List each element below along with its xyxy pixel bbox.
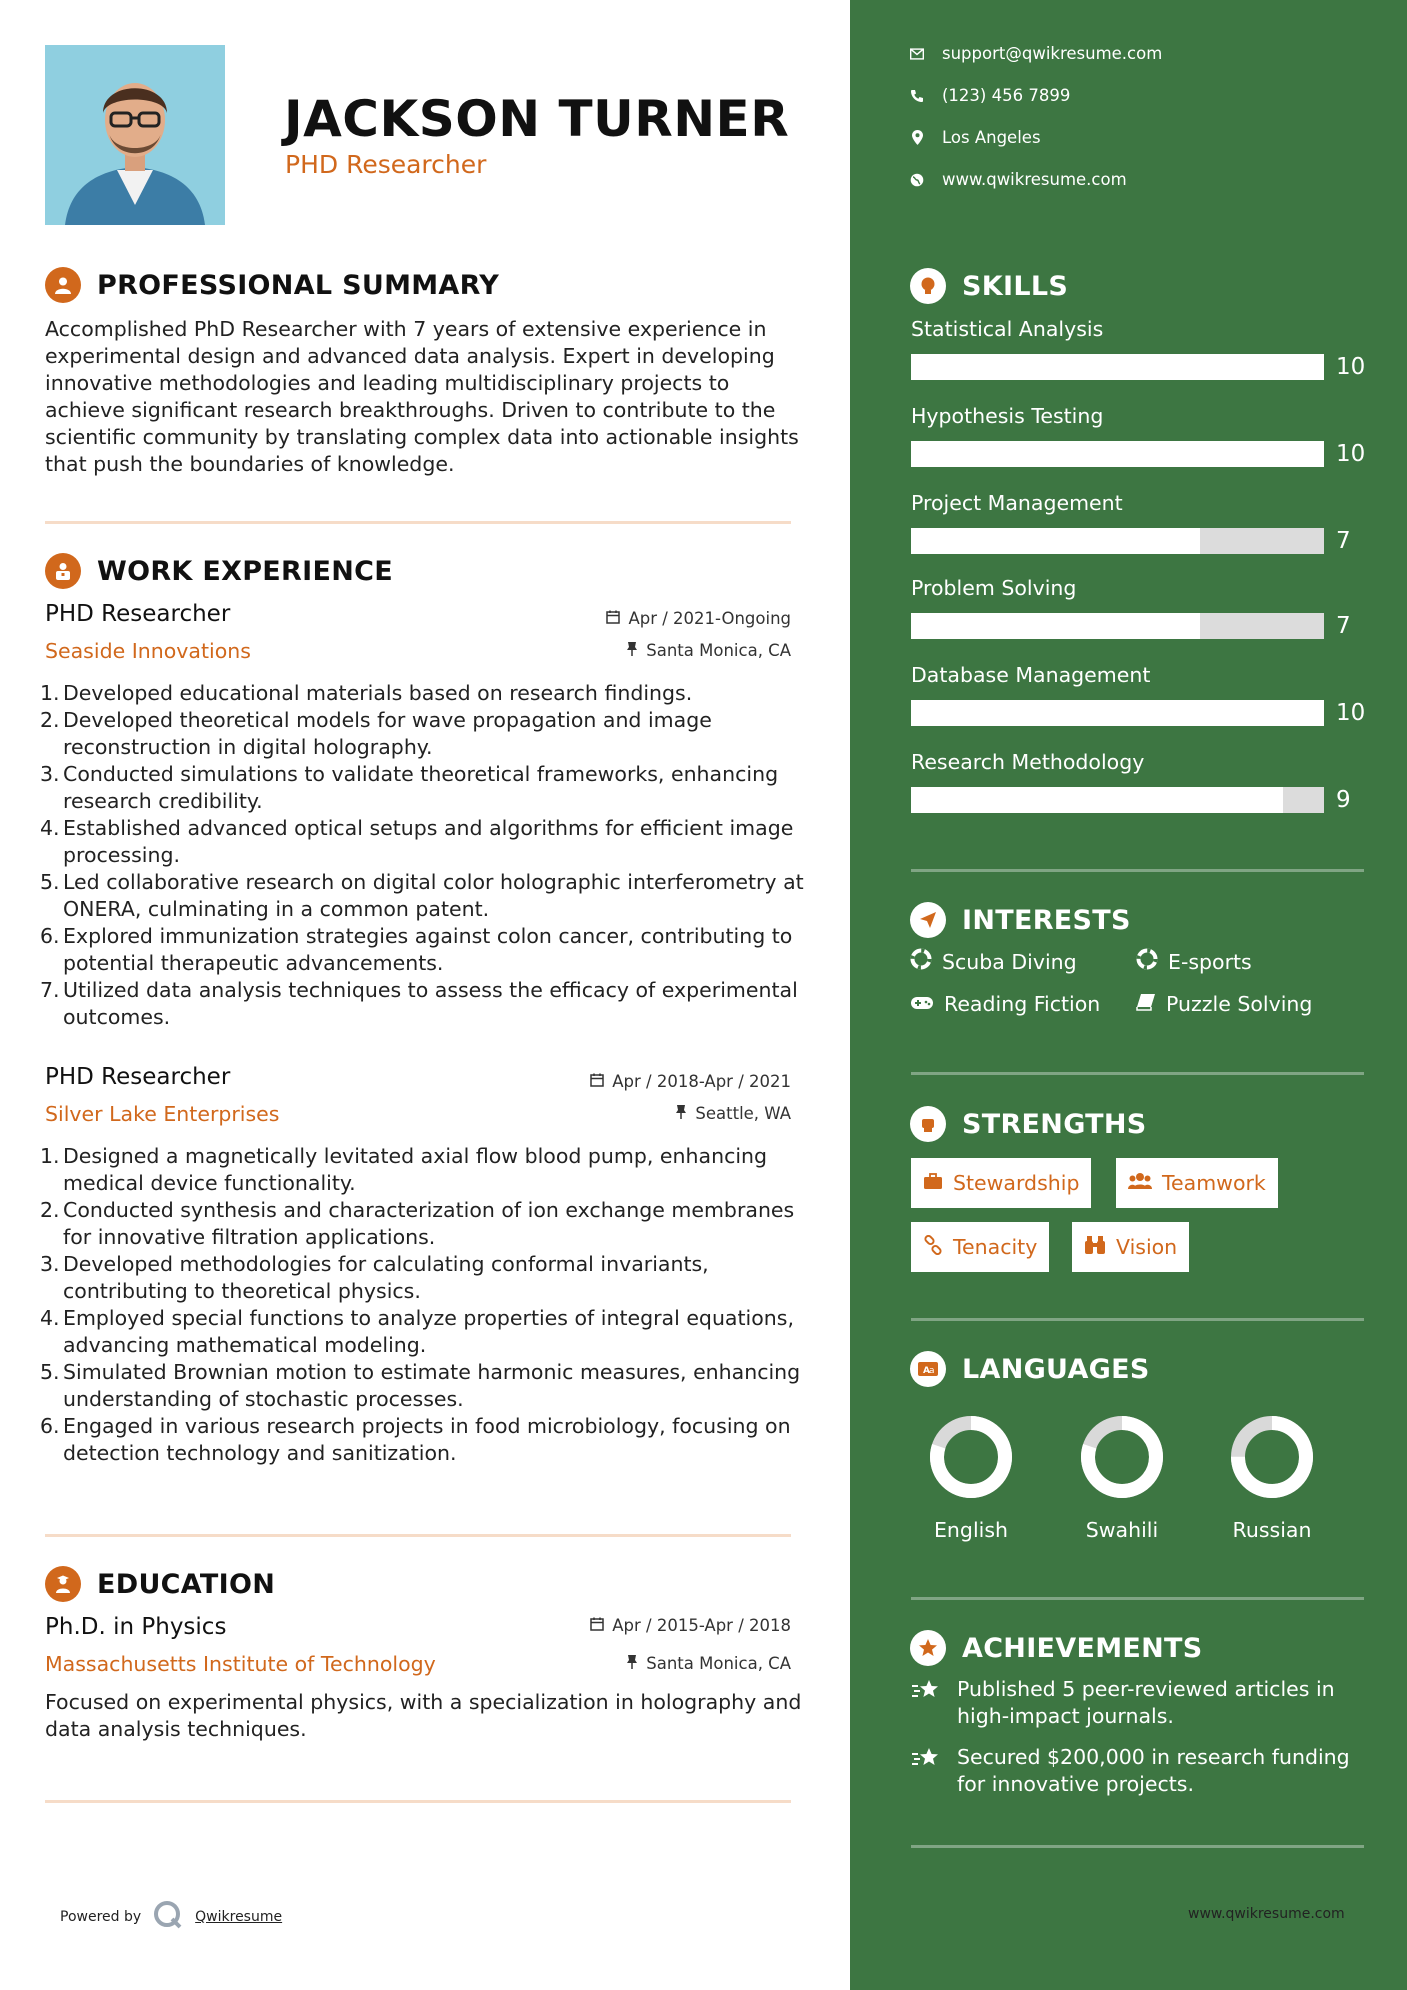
list-item: 3. Conducted simulations to validate theoretical frameworks, enhancing research credibility. [40, 762, 779, 813]
strengths-heading [910, 1106, 1147, 1142]
language-item [1077, 1412, 1167, 1542]
skill-label: Hypothesis Testing [911, 404, 1104, 428]
skill-label: Problem Solving [911, 576, 1077, 600]
school: Massachusetts Institute of Technology [45, 1652, 436, 1676]
job-title: PHD Researcher [45, 1064, 231, 1090]
lightbulb-icon [910, 268, 946, 304]
location-text: Los Angeles [942, 128, 1041, 147]
star-icon [911, 1744, 941, 1798]
job-dates-text: Apr / 2021-Ongoing [628, 609, 791, 628]
list-item: 1. Developed educational materials based on research findings. [40, 681, 693, 705]
pushpin-icon [675, 1104, 687, 1123]
list-item: 7. Utilized data analysis techniques to assess the efficacy of experimental outcomes. [40, 978, 798, 1029]
skill-label: Project Management [911, 491, 1123, 515]
link-icon [923, 1235, 943, 1260]
list-item: 3. Developed methodologies for calculating conformal invariants, contributing to theoretical physics. [40, 1252, 709, 1303]
interest-label: Scuba Diving [942, 949, 1077, 974]
divider [45, 1800, 791, 1803]
work-title: WORK EXPERIENCE [97, 555, 393, 587]
achievement-item [911, 1744, 1371, 1798]
interests-heading [910, 902, 1131, 938]
list-item: 5. Simulated Brownian motion to estimate harmonic measures, enhancing understanding of stochastic processes. [40, 1360, 801, 1411]
contact-website[interactable] [910, 170, 1127, 189]
book-icon [1136, 992, 1156, 1016]
summary-heading [45, 267, 499, 303]
interest-label: Reading Fiction [944, 992, 1101, 1016]
phone-text: (123) 456 7899 [942, 86, 1071, 105]
list-item: 5. Led collaborative research on digital color holographic interferometry at ONERA, culminating in a common patent. [40, 870, 804, 921]
interests-title: INTERESTS [962, 904, 1131, 936]
job-bullets [40, 1143, 810, 1467]
svg-text:a: a [929, 1366, 935, 1376]
calendar-icon [590, 1072, 604, 1091]
divider [911, 1845, 1364, 1848]
list-item: 2. Developed theoretical models for wave propagation and image reconstruction in digital holography. [40, 708, 712, 759]
skill-bar [911, 787, 1324, 813]
job-location [675, 1104, 791, 1123]
strength-chip [911, 1158, 1091, 1208]
job-dates [590, 1072, 791, 1091]
map-pin-icon [910, 130, 924, 145]
job-bullets [40, 680, 810, 1031]
job-dates-text: Apr / 2018-Apr / 2021 [612, 1072, 791, 1091]
fist-icon [910, 1106, 946, 1142]
strength-label: Tenacity [953, 1235, 1038, 1259]
achievements-heading [910, 1630, 1203, 1666]
skill-label: Statistical Analysis [911, 317, 1104, 341]
language-donut [926, 1412, 1016, 1502]
education-heading [45, 1566, 275, 1602]
envelope-icon [910, 48, 924, 60]
job-location [626, 641, 791, 660]
language-name: Swahili [1085, 1518, 1159, 1542]
achievements-title: ACHIEVEMENTS [962, 1632, 1203, 1664]
skill-value: 10 [1336, 441, 1366, 467]
summary-title: PROFESSIONAL SUMMARY [97, 269, 500, 301]
skill-value: 7 [1336, 613, 1351, 639]
candidate-name: JACKSON TURNER [284, 90, 790, 148]
powered-by [60, 1900, 282, 1934]
skill-bar [911, 700, 1324, 726]
life-ring-icon [1136, 948, 1158, 975]
website-text: www.qwikresume.com [942, 170, 1127, 189]
language-icon [910, 1351, 946, 1387]
calendar-icon [590, 1616, 604, 1635]
star-badge-icon [910, 1630, 946, 1666]
paper-plane-icon [910, 902, 946, 938]
language-name: Russian [1232, 1518, 1312, 1542]
achievement-text: Secured $200,000 in research funding for innovative projects. [957, 1745, 1350, 1796]
language-name: English [933, 1518, 1009, 1542]
strength-chip [1116, 1158, 1278, 1208]
divider [911, 869, 1364, 872]
strength-label: Stewardship [953, 1171, 1080, 1195]
divider [911, 1597, 1364, 1600]
contact-location [910, 128, 1041, 147]
list-item: 6. Explored immunization strategies against colon cancer, contributing to potential therapeutic advancements. [40, 924, 793, 975]
language-donut [1227, 1412, 1317, 1502]
language-item [1227, 1412, 1317, 1542]
globe-icon [910, 173, 924, 187]
divider [911, 1318, 1364, 1321]
strength-label: Teamwork [1162, 1171, 1266, 1195]
skill-value: 10 [1336, 700, 1366, 726]
skill-label: Database Management [911, 663, 1151, 687]
interest-item [1136, 992, 1312, 1016]
contact-email[interactable] [910, 44, 1162, 63]
skill-label: Research Methodology [911, 750, 1145, 774]
calendar-icon [606, 609, 620, 628]
strength-label: Vision [1116, 1235, 1178, 1259]
candidate-title: PHD Researcher [285, 150, 487, 179]
skill-bar [911, 354, 1324, 380]
skill-bar-fill [911, 700, 1324, 726]
education-title: EDUCATION [97, 1568, 276, 1600]
briefcase-user-icon [45, 553, 81, 589]
pushpin-icon [626, 1654, 638, 1673]
languages-title: LANGUAGES [962, 1353, 1150, 1385]
svg-text:A: A [923, 1366, 930, 1376]
life-ring-icon [910, 948, 932, 975]
divider [911, 1072, 1364, 1075]
achievement-item [911, 1676, 1371, 1730]
skill-bar-fill [911, 787, 1283, 813]
skill-bar-fill [911, 441, 1324, 467]
skill-value: 9 [1336, 787, 1351, 813]
divider [45, 521, 791, 524]
list-item: 6. Engaged in various research projects in food microbiology, focusing on detection technology and sanitization. [40, 1414, 791, 1465]
gamepad-icon [910, 992, 934, 1016]
job-location-text: Seattle, WA [695, 1104, 791, 1123]
language-donut [1077, 1412, 1167, 1502]
skill-bar [911, 528, 1324, 554]
skill-bar-fill [911, 528, 1200, 554]
star-icon [911, 1676, 941, 1730]
achievement-text: Published 5 peer-reviewed articles in high-impact journals. [957, 1677, 1335, 1728]
brand-link[interactable]: Qwikresume [195, 1909, 283, 1925]
skills-title: SKILLS [962, 270, 1069, 302]
skill-bar-fill [911, 613, 1200, 639]
strengths-title: STRENGTHS [962, 1108, 1147, 1140]
job-dates [606, 609, 791, 628]
user-icon [45, 267, 81, 303]
graduation-icon [45, 1566, 81, 1602]
interest-item [910, 992, 1100, 1016]
skill-bar-fill [911, 354, 1324, 380]
education-dates-text: Apr / 2015-Apr / 2018 [612, 1616, 791, 1635]
work-heading [45, 553, 393, 589]
pushpin-icon [626, 641, 638, 660]
skills-heading [910, 268, 1068, 304]
education-dates [590, 1616, 791, 1635]
interest-item [910, 948, 1077, 975]
strength-chip [911, 1222, 1049, 1272]
list-item: 1. Designed a magnetically levitated axial flow blood pump, enhancing medical device functionality. [40, 1144, 768, 1195]
list-item: 4. Established advanced optical setups and algorithms for efficient image processing. [40, 816, 794, 867]
summary-text: Accomplished PhD Researcher with 7 years of extensive experience in experimental design and advanced data analysis. Expert in developing innovative methodologies and leading multidisciplinary projects to achieve significant research breakthroughs. Driven to contribute to the scientific community by translating complex data into actionable insights that push the boundaries of knowledge. [45, 317, 799, 476]
footer-site[interactable]: www.qwikresume.com [1188, 1906, 1345, 1922]
job-company: Seaside Innovations [45, 639, 251, 663]
skill-value: 7 [1336, 528, 1351, 554]
language-item [926, 1412, 1016, 1542]
skill-value: 10 [1336, 354, 1366, 380]
phone-icon [910, 89, 924, 103]
profile-photo [45, 45, 225, 225]
job-title: PHD Researcher [45, 601, 231, 627]
briefcase-icon [923, 1171, 943, 1195]
skill-bar [911, 441, 1324, 467]
interest-label: Puzzle Solving [1166, 992, 1313, 1016]
list-item: 2. Conducted synthesis and characterization of ion exchange membranes for innovative filtration applications. [40, 1198, 795, 1249]
languages-heading [910, 1351, 1150, 1387]
degree: Ph.D. in Physics [45, 1614, 227, 1640]
interest-label: E-sports [1168, 949, 1252, 974]
binoculars-icon [1084, 1235, 1106, 1260]
education-location [626, 1654, 791, 1673]
skill-bar [911, 613, 1324, 639]
qwikresume-logo-icon [153, 1900, 183, 1934]
divider [45, 1534, 791, 1537]
education-text: Focused on experimental physics, with a specialization in holography and data analysis techniques. [45, 1690, 802, 1741]
sidebar [850, 0, 1407, 1990]
strength-chip [1072, 1222, 1189, 1272]
interest-item [1136, 948, 1252, 975]
contact-phone[interactable] [910, 86, 1070, 105]
job-company: Silver Lake Enterprises [45, 1102, 280, 1126]
job-location-text: Santa Monica, CA [646, 641, 791, 660]
users-icon [1128, 1171, 1152, 1195]
powered-by-text: Powered by [60, 1909, 142, 1925]
list-item: 4. Employed special functions to analyze properties of integral equations, advancing mathematical modeling. [40, 1306, 794, 1357]
email-text: support@qwikresume.com [942, 44, 1163, 63]
education-location-text: Santa Monica, CA [646, 1654, 791, 1673]
